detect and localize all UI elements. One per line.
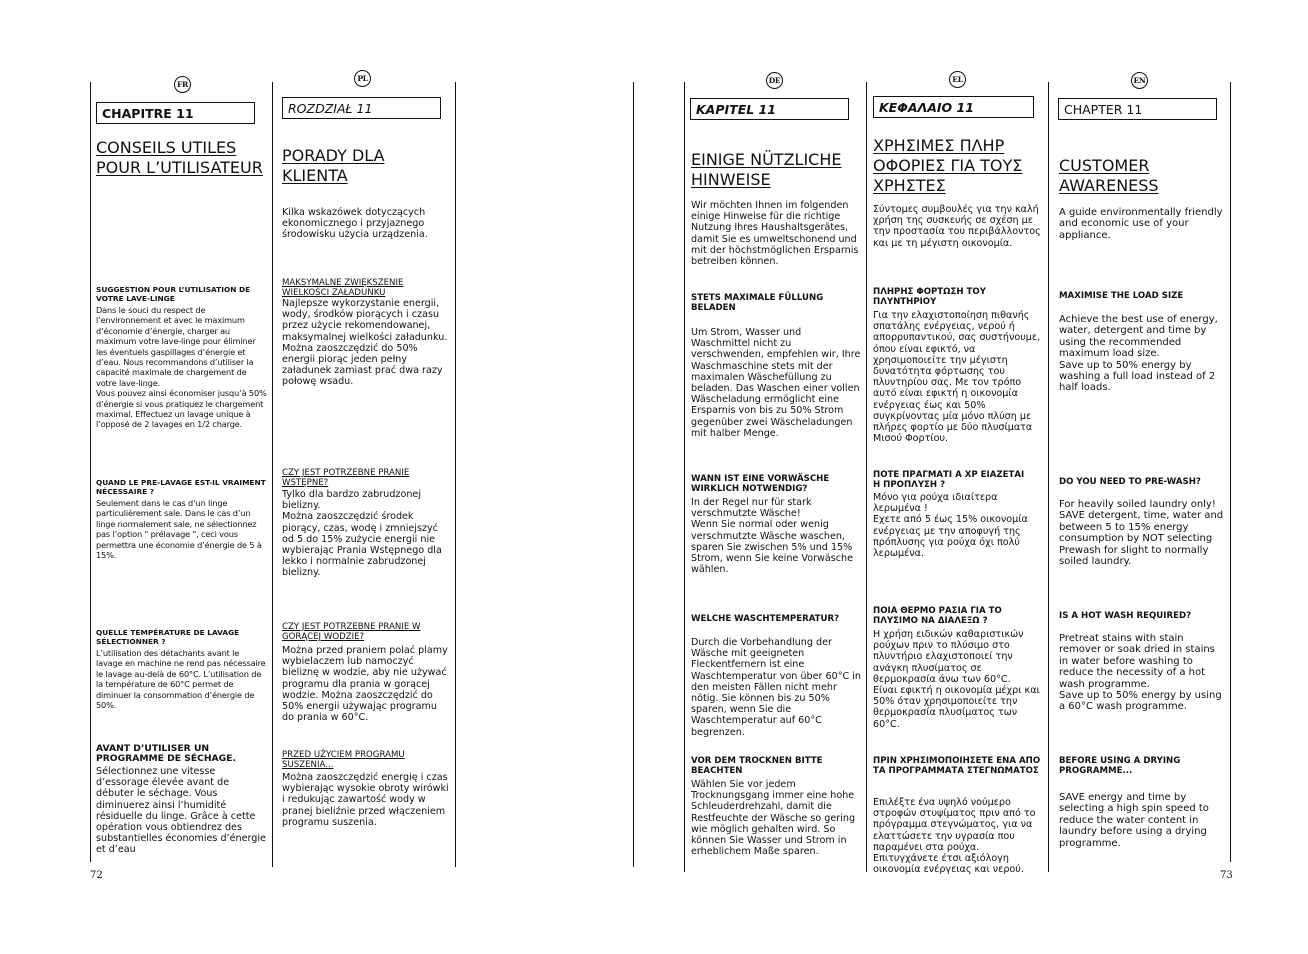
- section-body: Można przed praniem polać plamy wybielaczem lub namoczyć bieliznę w wodzie, aby nie używać programu dla prania w gorącej wodzie. Można zaoszczędzić do 50% energii używając programu do prania w 60°C.: [282, 645, 448, 724]
- section-heading: QUAND LE PRE-LAVAGE EST-IL VRAIMENT NÉCESSAIRE ?: [96, 478, 266, 497]
- language-badge-el: EL: [949, 71, 966, 88]
- section-heading: IS A HOT WASH REQUIRED?: [1059, 611, 1192, 621]
- section-heading: MAKSYMALNE ZWIĘKSZENIE WIELKOŚCI ZAŁADUNKU: [282, 278, 404, 298]
- section-body: SAVE energy and time by selecting a high spin speed to reduce the water content in laundry before using a drying programme.: [1059, 792, 1209, 849]
- section-body: Μόνο για ρούχα ιδιαίτερα λερωμένα ! Εχετε από 5 έως 15% οικονομία ενέργειας με την αποφυγή της πρόπλυσης για ρούχα όχι πολύ λερωμένα.: [873, 492, 1028, 560]
- section-body: Dans le souci du respect de l’environnement et avec le maximum d’économie d’énergie, charger au maximum votre lave-linge pour éliminer les éventuels gaspillages d’énergie et d’eau. Nous recommandons d’utiliser la capacité maximale de chargement de votre lave-linge. Vous pouvez ainsi économiser jusqu’à 50% d’énergie si vous pratiquez le chargement maximal. Effectuez un lavage unique à l’opposé de 2 lavages en 1/2 charge.: [96, 305, 267, 430]
- section-heading: ΠΟΙΑ ΘΕΡΜΟ ΡΑΣΙΑ ΓΙΑ ΤΟ ΠΛΥΣΙΜΟ ΝΑ ΔΙΑΛΕΞΩ ?: [873, 606, 1002, 626]
- section-heading: ΠΛΗΡΗΣ ΦΟΡΤΩΣΗ ΤΟΥ ΠΛΥΝΤΗΡΙΟΥ: [873, 287, 986, 307]
- chapter-box: ROZDZIAŁ 11: [282, 97, 441, 119]
- section-body: For heavily soiled laundry only! SAVE detergent, time, water and between 5 to 15% energy consumption by NOT selecting Prewash for slight to normally soiled laundry.: [1059, 499, 1224, 568]
- section-intro: Kilka wskazówek dotyczących ekonomicznego i przyjaznego środowisku użycia urządzenia.: [282, 207, 428, 241]
- chapter-box: CHAPTER 11: [1058, 98, 1217, 120]
- chapter-box: CHAPITRE 11: [96, 102, 255, 124]
- section-body: Można zaoszczędzić energię i czas wybierając wysokie obroty wirówki i redukując zawartość wody w pranej bieliźnie przed włączeniem programu suszenia.: [282, 772, 449, 828]
- column-rule: [90, 82, 91, 862]
- section-body: L’utilisation des détachants avant le lavage en machine ne rend pas nécessaire le lavage au-delà de 60°C. L’utilisation de la température de 60°C permet de diminuer la consommation d’énergie de 50%.: [96, 648, 266, 711]
- section-heading: SUGGESTION POUR L’UTILISATION DE VOTRE LAVE-LINGE: [96, 285, 251, 304]
- section-heading: PRZED UŻYCIEM PROGRAMU SUSZENIA...: [282, 750, 405, 770]
- section-body: Achieve the best use of energy, water, detergent and time by using the recommended maximum load size. Save up to 50% energy by washing a full load instead of 2 half loads.: [1059, 314, 1218, 394]
- section-intro: Σύντομες συμβουλές για την καλή χρήση της συσκευής σε σχέση με την προστασία του περιβάλλοντος και με τη μέγιστη οικονομία.: [873, 204, 1041, 249]
- section-body: Για την ελαχιστοποίηση πιθανής σπατάλης ενέργειας, νερού ή απορρυπαντικού, σας συστήνουμε, όπου είναι εφικτό, να χρησιμοποιείτε την μέγιστη δυνατότητα φόρτωσης του πλυντηρίου σας. Με τον τρόπο αυτό είναι εφικτή η οικονομία ενέργειας έως και 50% συγκρίνοντας μία μόνο πλύση με πλήρες φορτίο με δύο πλυσίματα Μισού Φορτίου.: [873, 310, 1041, 445]
- section-heading: DO YOU NEED TO PRE-WASH?: [1059, 477, 1201, 487]
- section-heading: WANN IST EINE VORWÄSCHE WIRKLICH NOTWENDIG?: [691, 474, 830, 494]
- chapter-box: KAPITEL 11: [690, 98, 849, 120]
- section-title: ΧΡΗΣΙΜΕΣ ΠΛΗΡ ΟΦΟΡΙΕΣ ΓΙΑ ΤΟΥΣ ΧΡΗΣΤΕΣ: [873, 136, 1023, 195]
- section-title: CONSEILS UTILES POUR L’UTILISATEUR: [96, 138, 263, 177]
- language-badge-en: EN: [1131, 72, 1148, 89]
- column-rule: [684, 82, 685, 872]
- section-body: Wählen Sie vor jedem Trocknungsgang immer eine hohe Schleuderdrehzahl, damit die Restfeuchte der Wäsche so gering wie möglich gehalten wird. So können Sie Wasser und Strom in erheblichem Maße sparen.: [691, 779, 856, 858]
- section-heading: ΠΡΙΝ ΧΡΗΣΙΜΟΠΟΙΗΣΕΤΕ ΕΝΑ ΑΠΟ ΤΑ ΠΡΟΓΡΑΜΜΑΤΑ ΣΤΕΓΝΩΜΑΤΟΣ: [873, 756, 1041, 776]
- section-heading: STETS MAXIMALE FÜLLUNG BELADEN: [691, 293, 824, 313]
- section-heading: ΠΟΤΕ ΠΡΑΓΜΑΤΙ Α ΧΡ ΕΙΑΖΕΤΑΙ Η ΠΡΟΠΛΥΣΗ ?: [873, 470, 1025, 490]
- section-heading: CZY JEST POTRZEBNE PRANIE WSTĘPNE?: [282, 468, 410, 488]
- section-body: Επιλέξτε ένα υψηλό νούμερο στροφών στυψίματος πριν από το πρόγραμμα στεγνώματος, για να ελαττώσετε την υγρασία που παραμένει στα ρούχα. Επιτυγχάνετε έτσι αξιόλογη οικονομία ενέργειας και νερού.: [873, 797, 1036, 876]
- section-title: CUSTOMER AWARENESS: [1059, 156, 1159, 195]
- section-heading: WELCHE WASCHTEMPERATUR?: [691, 614, 840, 624]
- column-rule: [1048, 82, 1049, 872]
- page-number: 73: [1220, 870, 1233, 881]
- column-rule: [866, 82, 867, 872]
- section-body: Pretreat stains with stain remover or soak dried in stains in water before washing to reduce the necessity of a hot wash programme. Save up to 50% energy by using a 60°C wash programme.: [1059, 633, 1222, 713]
- section-body: Sélectionnez une vitesse d’essorage élevée avant de débuter le séchage. Vous diminuerez ainsi l’humidité résiduelle du linge. Grâce à cette opération vous obtiendrez des substantielles économies d’énergie et d’eau: [96, 766, 266, 856]
- section-body: Seulement dans le cas d’un linge particulièrement sale. Dans le cas d’un linge normalement sale, ne sélectionnez pas l’option " prélavage ", ceci vous permettra une économie d’énergie de 5 à 15%.: [96, 498, 262, 561]
- chapter-box: ΚΕΦΑΛΑΙΟ 11: [873, 96, 1034, 118]
- section-heading: VOR DEM TROCKNEN BITTE BEACHTEN: [691, 756, 823, 776]
- column-rule: [1230, 82, 1231, 862]
- section-intro: A guide environmentally friendly and economic use of your appliance.: [1059, 207, 1223, 241]
- section-title: EINIGE NÜTZLICHE HINWEISE: [691, 150, 842, 189]
- section-title: PORADY DLA KLIENTA: [282, 146, 385, 185]
- column-rule: [455, 82, 456, 867]
- language-badge-pl: PL: [354, 70, 371, 87]
- section-intro: Wir möchten Ihnen im folgenden einige Hinweise für die richtige Nutzung Ihres Haushaltsgerätes, damit Sie es umweltschonend und mit der höchstmöglichen Ersparnis betreiben können.: [691, 200, 859, 268]
- section-body: Durch die Vorbehandlung der Wäsche mit geeigneten Fleckentfernern ist eine Waschtemperatur von über 60°C in den meisten Fällen nicht mehr nötig. Sie können bis zu 50% sparen, wenn Sie die Waschtemperatur auf 60°C begrenzen.: [691, 637, 862, 738]
- column-rule: [633, 82, 634, 867]
- section-heading: QUELLE TEMPÉRATURE DE LAVAGE SÉLECTIONNER ?: [96, 628, 240, 647]
- language-badge-fr: FR: [174, 76, 191, 93]
- section-heading: MAXIMISE THE LOAD SIZE: [1059, 291, 1184, 301]
- section-body: Η χρήση ειδικών καθαριστικών ρούχων πριν το πλύσιμο στο πλυντήριο ελαχιστοποιεί την ανάγκη πλυσίματος σε θερμοκρασία άνω των 60°C. Είναι εφικτή η οικονομία μέχρι και 50% όταν χρησιμοποιείτε την θερμοκρασία πλυσίματος των 60°C.: [873, 629, 1040, 730]
- section-heading: BEFORE USING A DRYING PROGRAMME...: [1059, 756, 1181, 776]
- section-body: Tylko dla bardzo zabrudzonej bielizny. Można zaoszczędzić środek piorący, czas, wodę i zmniejszyć od 5 do 15% zużycie energii nie wybierając Prania Wstępnego dla lekko i normalnie zabrudzonej bielizny.: [282, 489, 442, 579]
- page-number: 72: [90, 870, 103, 881]
- section-heading: AVANT D’UTILISER UN PROGRAMME DE SÉCHAGE.: [96, 743, 236, 764]
- column-rule: [272, 82, 273, 867]
- language-badge-de: DE: [766, 72, 783, 89]
- section-body: In der Regel nur für stark verschmutzte Wäsche! Wenn Sie normal oder wenig verschmutzte Wäsche waschen, sparen Sie zwischen 5% und 15% Strom, wenn Sie keine Vorwäsche wählen.: [691, 497, 853, 576]
- section-body: Najlepsze wykorzystanie energii, wody, środków piorących i czasu przez użycie rekomendowanej, maksymalnej wielkości załadunku. Można zaoszczędzić do 50% energii piorąc jeden pełny załadunek zamiast prać dwa razy połowę wsadu.: [282, 298, 448, 388]
- section-body: Um Strom, Wasser und Waschmittel nicht zu verschwenden, empfehlen wir, Ihre Waschmaschine stets mit der maximalen Wäschefüllung zu beladen. Das Waschen einer vollen Wäscheladung ermöglicht eine Ersparnis von bis zu 50% Strom gegenüber zwei Wäscheladungen mit halber Menge.: [691, 327, 861, 439]
- section-heading: CZY JEST POTRZEBNE PRANIE W GORĄCEJ WODZIE?: [282, 622, 421, 642]
